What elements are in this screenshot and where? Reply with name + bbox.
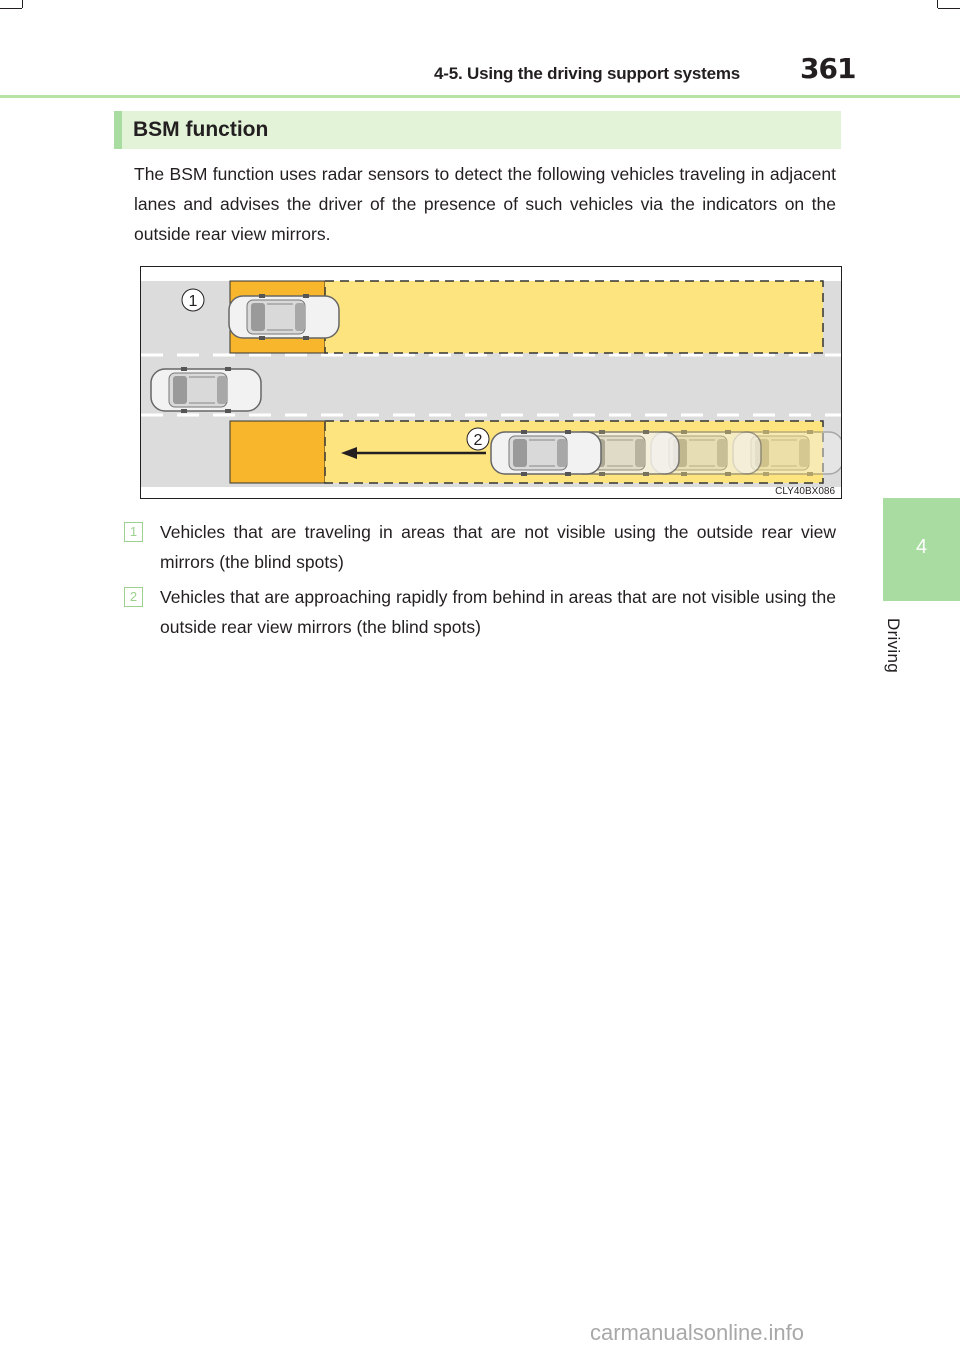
chapter-tab[interactable] (883, 498, 960, 601)
crop-mark (0, 8, 22, 9)
running-header: 4-5. Using the driving support systems (434, 64, 741, 83)
item-text: Vehicles that are approaching rapidly from behind in areas that are not visible using the outside rear view mirrors (the blind spots) (160, 587, 836, 637)
crop-mark (937, 0, 938, 8)
chapter-label-text: Driving (884, 618, 903, 674)
intro-paragraph: The BSM function uses radar sensors to detect the following vehicles traveling in adjacent lanes and advises the driver of the presence of such vehicles via the indicators on the outside rear view mirrors. (134, 164, 836, 244)
crop-mark (938, 8, 960, 9)
section-header (114, 111, 841, 149)
item-text: Vehicles that are traveling in areas that are not visible using the outside rear view mirrors (the blind spots) (160, 522, 836, 572)
item-badge-2: 2 (124, 587, 143, 607)
callout-2: 2 (473, 432, 483, 449)
chapter-number: 4 (915, 536, 928, 558)
bsm-illustration (140, 266, 842, 499)
header-rule (0, 95, 960, 98)
chapter-label (884, 618, 913, 718)
item-badge-1: 1 (124, 522, 143, 542)
watermark: carmanualsonline.info (590, 1320, 805, 1345)
page-number: 361 (800, 52, 856, 85)
callout-1: 1 (188, 293, 198, 310)
section-title: BSM function (133, 118, 269, 141)
crop-mark (22, 0, 23, 8)
figure-code: CLY40BX086 (775, 486, 835, 497)
bsm-diagram (141, 267, 841, 498)
section-header-bar (114, 111, 122, 149)
